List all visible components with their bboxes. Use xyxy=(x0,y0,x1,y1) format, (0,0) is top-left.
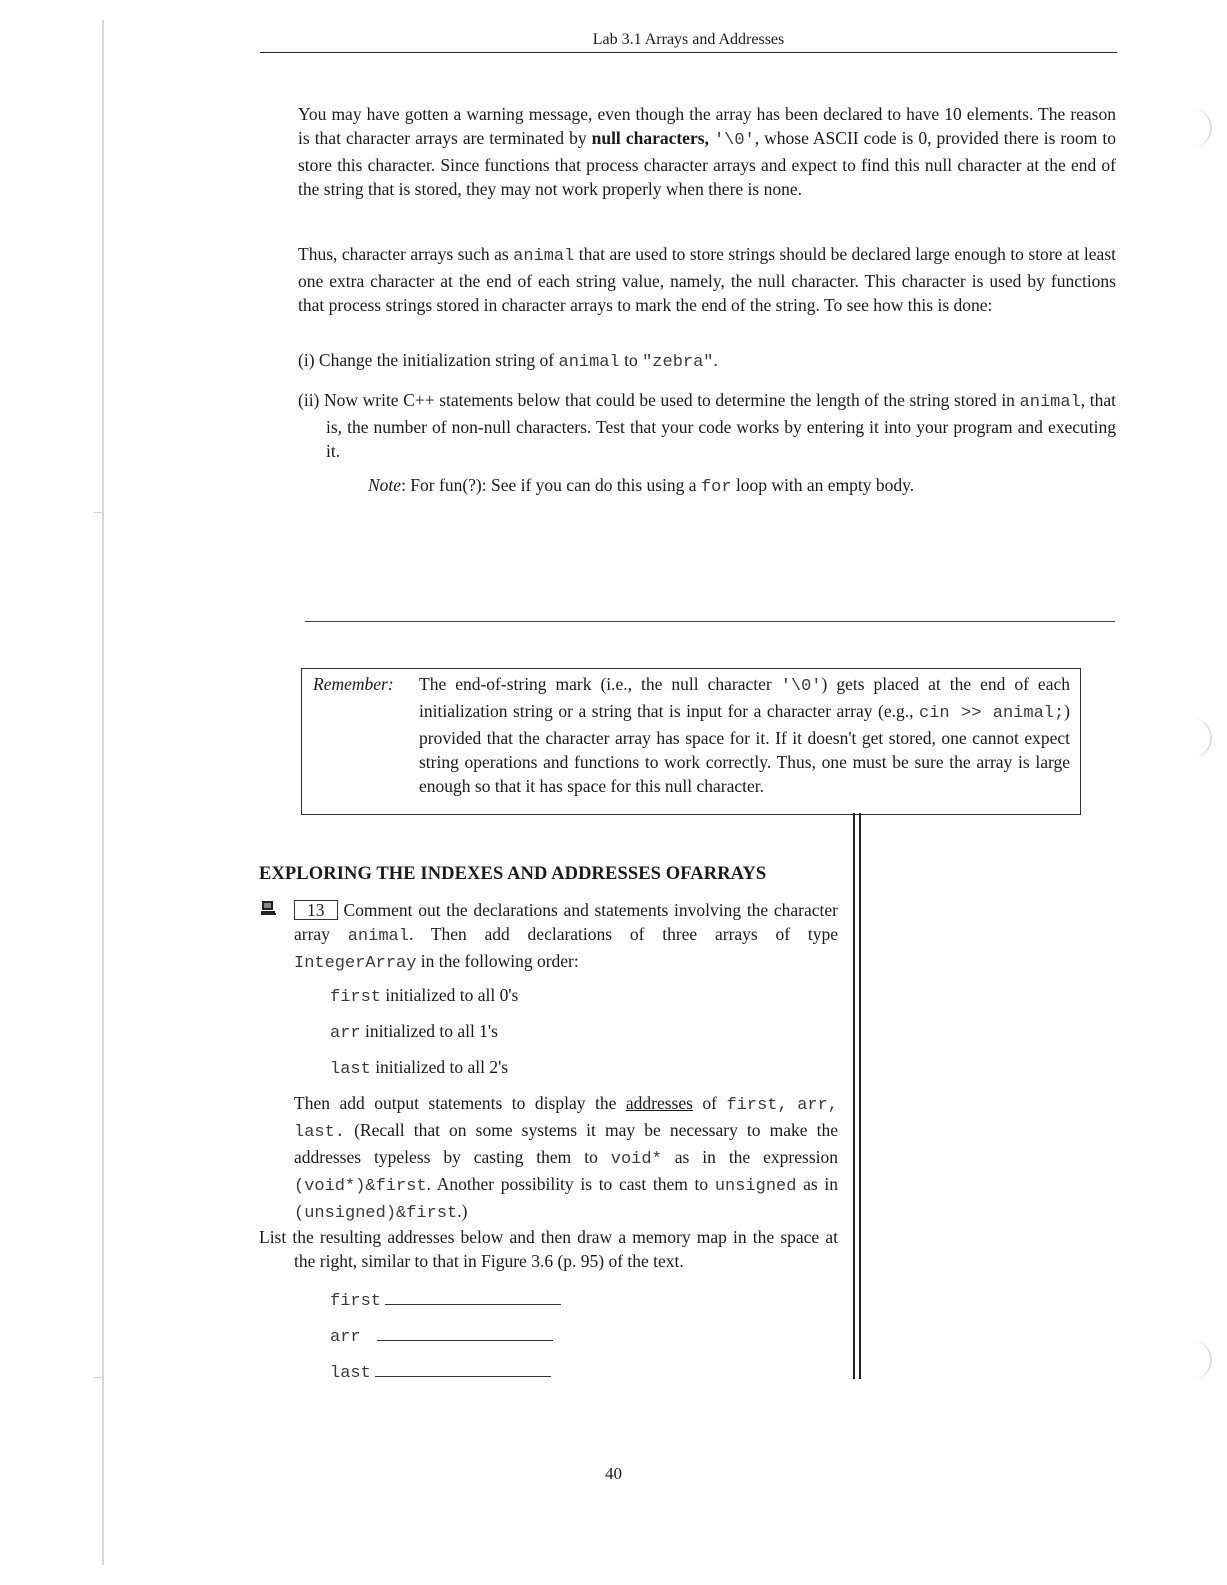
instruction-ii: (ii) Now write C++ statements below that could be used to determine the length of the string stored in animal, that is, the number of non-null characters. Test that your code works by entering it into your program and executing it. xyxy=(298,390,1116,461)
remember-label: Remember: xyxy=(313,674,394,694)
answer-arr: arr xyxy=(330,1323,553,1350)
output-instructions: Then add output statements to display the addresses of first, arr, last. (Recall that on some systems it may be necessary to make the addresses typeless by casting them to void* as in the expression (void*)&first. Another possibility is to cast them to unsigned as in (unsigned)&first.) xyxy=(294,1093,839,1223)
answer-blank[interactable] xyxy=(385,1303,561,1305)
punch-hole-shadow xyxy=(1190,108,1212,148)
step-number-box: 13 xyxy=(294,900,338,920)
binding-tick xyxy=(94,1377,102,1378)
computer-icon xyxy=(260,900,276,916)
decl-arr: arr initialized to all 1's xyxy=(330,1021,498,1043)
remember-text: The end-of-string mark (i.e., the null character '\0') gets placed at the end of each initialization string or a string that is input for a character array (e.g., cin >> animal;) provided that the character array has space for it. If it doesn't get stored, one cannot expect string operations and functions to work correctly. Thus, one must be sure the array is large enough so that it has space for this null character. xyxy=(419,674,1070,796)
binding-tick xyxy=(94,512,102,513)
instruction-i: (i) Change the initialization string of animal to "zebra". xyxy=(298,350,718,372)
decl-last: last initialized to all 2's xyxy=(330,1057,509,1079)
answer-blank[interactable] xyxy=(377,1339,553,1341)
decl-first: first initialized to all 0's xyxy=(330,985,519,1007)
page-number: 40 xyxy=(605,1464,622,1483)
punch-hole-shadow xyxy=(1190,1340,1212,1380)
punch-hole-shadow xyxy=(1190,718,1212,758)
step-13: 13 Comment out the declarations and statements involving the character array animal. Then add declarations of three arrays of type IntegerArray in the following order: xyxy=(294,900,838,973)
running-header: Lab 3.1 Arrays and Addresses xyxy=(592,31,785,48)
list-instructions: List the resulting addresses below and then draw a memory map in the space at the right, similar to that in Figure 3.6 (p. 95) of the text. xyxy=(259,1227,838,1271)
answer-last: last xyxy=(330,1359,551,1386)
section-title: EXPLORING THE INDEXES AND ADDRESSES OFARRAYS xyxy=(259,864,767,884)
answer-blank[interactable] xyxy=(375,1375,551,1377)
memory-map-divider xyxy=(853,813,861,1379)
intro-paragraph-2: Thus, character arrays such as animal that are used to store strings should be declared large enough to store at least one extra character at the end of each string value, namely, the null character. This character is used by functions that process strings stored in character arrays to mark the end of the string. To see how this is done: xyxy=(298,244,1116,315)
binding-edge xyxy=(102,20,104,1565)
note: Note: For fun(?): See if you can do this using a for loop with an empty body. xyxy=(368,475,915,497)
answer-rule xyxy=(305,621,1115,622)
answer-first: first xyxy=(330,1287,561,1314)
intro-paragraph-1: You may have gotten a warning message, even though the array has been declared to have 10 elements. The reason is that character arrays are terminated by null characters, '\0', whose ASCII code is 0, provided there is room to store this character. Since functions that process character arrays and expect to find this null character at the end of the string that is stored, they may not work properly when there is none. xyxy=(298,104,1117,199)
header-rule xyxy=(260,52,1117,53)
